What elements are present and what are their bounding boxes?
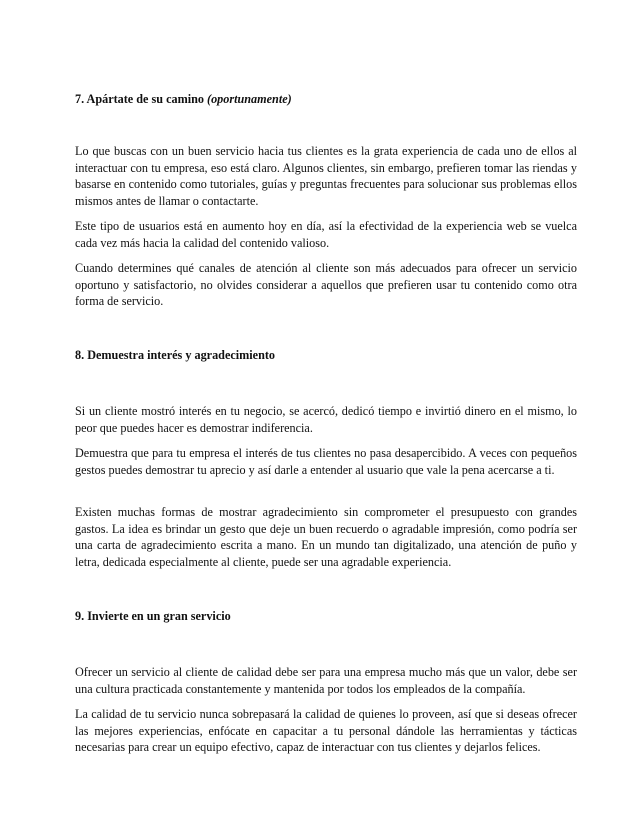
section-heading-8 [75, 347, 577, 363]
section-9-paragraph-2: La calidad de tu servicio nunca sobrepasará la calidad de quienes lo proveen, así que si deseas ofrecer las mejores experiencias, enfócate en capacitar a tu personal dándole las herramientas y tácticas necesarias para crear un equipo efectivo, capaz de interactuar con tus clientes y dejarlos felices. [75, 707, 577, 755]
section-7-paragraph-3: Cuando determines qué canales de atención al cliente son más adecuados para ofrecer un servicio oportuno y satisfactorio, no olvides considerar a aquellos que prefieren usar tu contenido como otra forma de servicio. [75, 261, 577, 309]
section-heading-9 [75, 608, 577, 624]
section-8-paragraph-2: Demuestra que para tu empresa el interés de tus clientes no pasa desapercibido. A veces con pequeños gestos puedes demostrar tu aprecio y así darle a entender al usuario que vale la pena acercarse a ti. [75, 446, 577, 477]
section-heading-7 [75, 91, 577, 107]
section-heading-8-text: 8. Demuestra interés y agradecimiento [75, 348, 276, 362]
section-heading-7-text: 7. Apártate de su camino [75, 92, 204, 106]
section-9-paragraph-1: Ofrecer un servicio al cliente de calidad debe ser para una empresa mucho más que un valor, debe ser una cultura practicada constantemente y mantenida por todos los empleados de la compañía. [75, 665, 577, 696]
section-7-paragraph-2: Este tipo de usuarios está en aumento hoy en día, así la efectividad de la experiencia web se vuelca cada vez más hacia la calidad del contenido valioso. [75, 219, 577, 250]
section-heading-7-italic: (oportunamente) [207, 92, 292, 106]
section-8-paragraph-1: Si un cliente mostró interés en tu negocio, se acercó, dedicó tiempo e invirtió dinero en el mismo, lo peor que puedes hacer es demostrar indiferencia. [75, 404, 577, 435]
section-8-paragraph-3: Existen muchas formas de mostrar agradecimiento sin comprometer el presupuesto con grandes gastos. La idea es brindar un gesto que deje un buen recuerdo o agradable impresión, como podría ser una carta de agradecimiento escrita a mano. En un mundo tan digitalizado, una atención de puño y letra, dedicada especialmente al cliente, puede ser una agradable experiencia. [75, 505, 577, 569]
section-heading-9-text: 9. Invierte en un gran servicio [75, 609, 231, 623]
section-7-paragraph-1: Lo que buscas con un buen servicio hacia tus clientes es la grata experiencia de cada uno de ellos al interactuar con tu empresa, eso está claro. Algunos clientes, sin embargo, prefieren tomar las riendas y basarse en contenido como tutoriales, guías y preguntas frecuentes para solucionar sus problemas ellos mismos antes de llamar o contactarte. [75, 144, 577, 208]
